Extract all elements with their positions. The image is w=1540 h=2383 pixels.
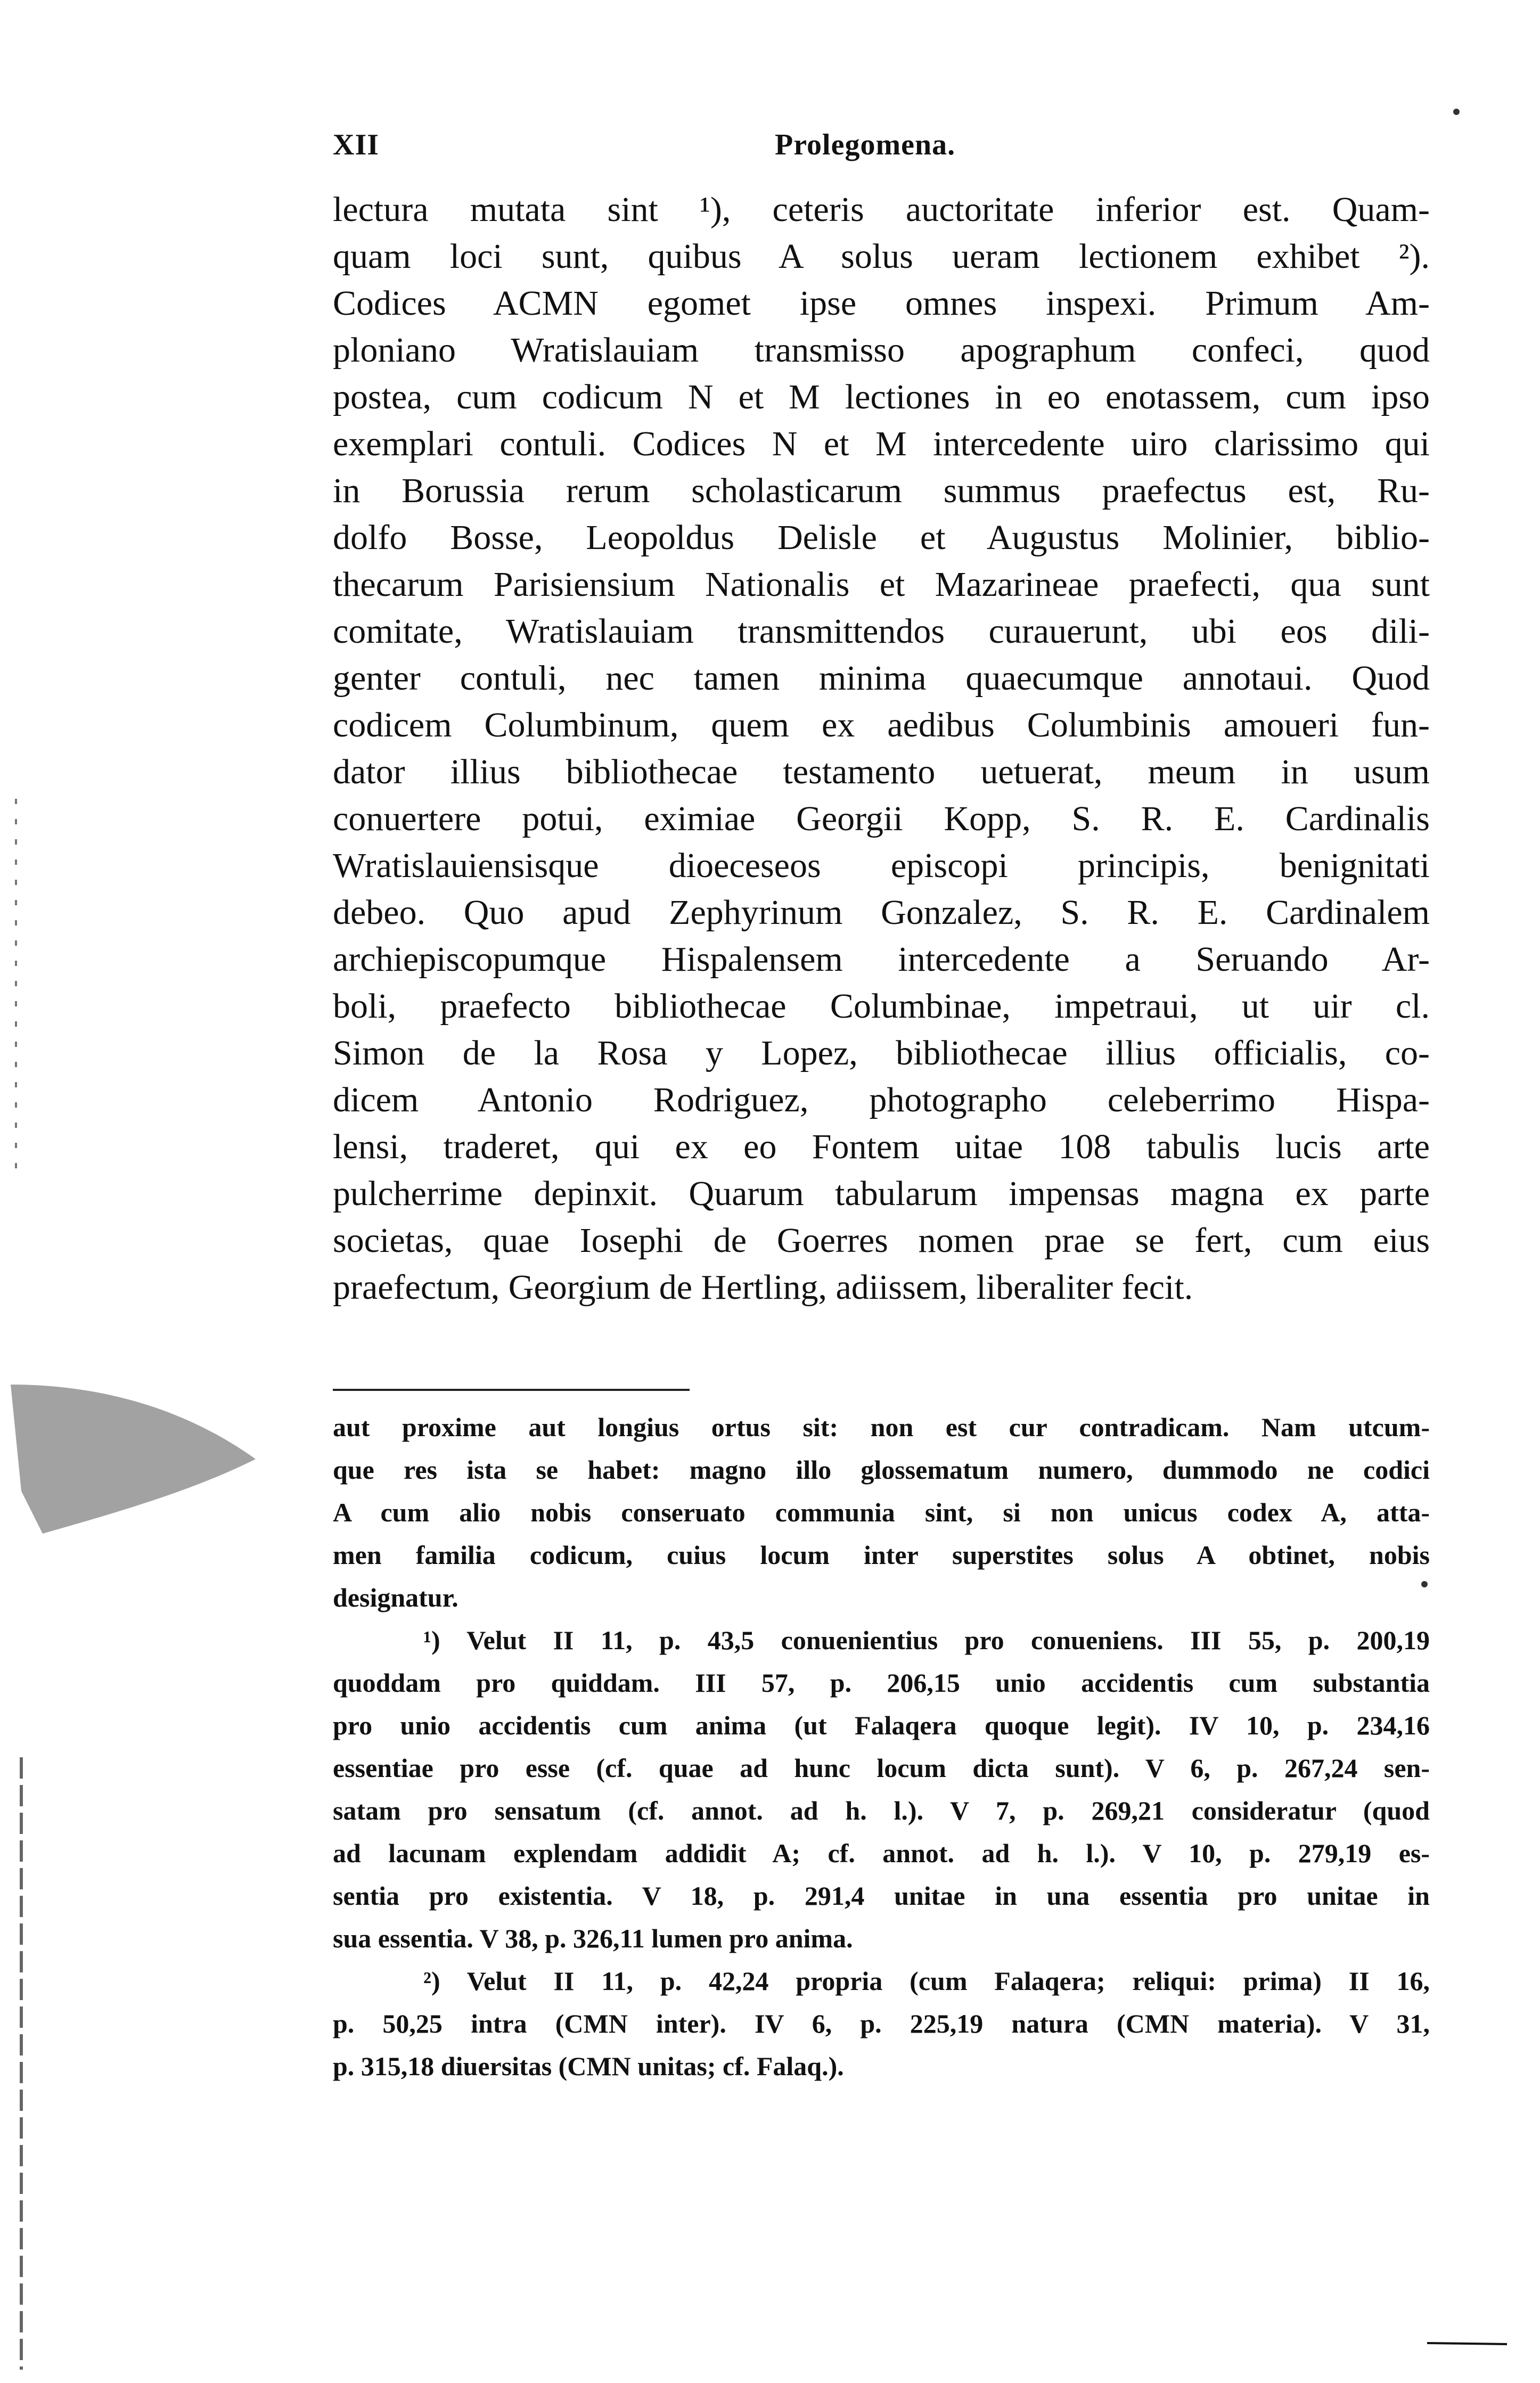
body-line: boli, praefecto bibliothecae Columbinae, impetraui, ut uir cl. — [333, 987, 1430, 1026]
footnote-line: satam pro sensatum (cf. annot. ad h. l.). V 7, p. 269,21 consideratur (quod — [333, 1796, 1430, 1825]
footnote-line: A cum alio nobis conseruato communia sint, si non unicus codex A, atta- — [333, 1497, 1430, 1527]
running-title: Prolegomena. — [775, 128, 956, 161]
footnote-line: quoddam pro quiddam. III 57, p. 206,15 unio accidentis cum substantia — [333, 1668, 1430, 1698]
page-shadow-artifact — [11, 1385, 256, 1534]
body-line: archiepiscopumque Hispalensem intercedente a Seruando Ar- — [333, 940, 1430, 979]
body-line: postea, cum codicum N et M lectiones in eo enotassem, cum ipso — [333, 378, 1430, 416]
page-number: XII — [333, 128, 380, 161]
body-line: exemplari contuli. Codices N et M intercedente uiro clarissimo qui — [333, 424, 1430, 463]
body-line: dolfo Bosse, Leopoldus Delisle et Augustus Molinier, biblio- — [333, 518, 1430, 557]
body-line: ploniano Wratislauiam transmisso apographum confeci, quod — [333, 331, 1430, 370]
body-line: societas, quae Iosephi de Goerres nomen prae se fert, cum eius — [333, 1221, 1430, 1260]
body-line: quam loci sunt, quibus A solus ueram lectionem exhibet ²). — [333, 237, 1430, 276]
body-line: dator illius bibliothecae testamento uetuerat, meum in usum — [333, 752, 1430, 791]
body-line: lectura mutata sint ¹), ceteris auctoritate inferior est. Quam- — [333, 190, 1430, 229]
main-text — [333, 186, 1430, 1311]
body-line: Simon de la Rosa y Lopez, bibliothecae illius officialis, co- — [333, 1034, 1430, 1072]
body-line: conuertere potui, eximiae Georgii Kopp, S. R. E. Cardinalis — [333, 799, 1430, 838]
footnote-line: designatur. — [333, 1583, 458, 1612]
footnote-line: p. 50,25 intra (CMN inter). IV 6, p. 225,19 natura (CMN materia). V 31, — [333, 2009, 1430, 2038]
footnote-line: ¹) Velut II 11, p. 43,5 conuenientius pro conueniens. III 55, p. 200,19 — [423, 1625, 1430, 1655]
footnote-separator — [333, 1389, 690, 1391]
footnote-line: sentia pro existentia. V 18, p. 291,4 unitae in una essentia pro unitae in — [333, 1881, 1430, 1911]
body-line: pulcherrime depinxit. Quarum tabularum impensas magna ex parte — [333, 1174, 1430, 1213]
body-line: genter contuli, nec tamen minima quaecumque annotaui. Quod — [333, 659, 1430, 698]
footnotes — [333, 1406, 1430, 2087]
footnote-line: p. 315,18 diuersitas (CMN unitas; cf. Falaq.). — [333, 2051, 844, 2081]
body-line: codicem Columbinum, quem ex aedibus Columbinis amoueri fun- — [333, 706, 1430, 744]
footnote-line: pro unio accidentis cum anima (ut Falaqera quoque legit). IV 10, p. 234,16 — [333, 1710, 1430, 1740]
body-line: dicem Antonio Rodriguez, photographo celeberrimo Hispa- — [333, 1080, 1430, 1119]
body-line: Wratislauiensisque dioeceseos episcopi principis, benignitati — [333, 846, 1430, 885]
footnote-line: que res ista se habet: magno illo glossematum numero, dummodo ne codici — [333, 1455, 1430, 1485]
footnote-line: men familia codicum, cuius locum inter superstites solus A obtinet, nobis — [333, 1540, 1430, 1570]
footnote-line: ²) Velut II 11, p. 42,24 propria (cum Falaqera; reliqui: prima) II 16, — [423, 1966, 1430, 1996]
body-line: lensi, traderet, qui ex eo Fontem uitae 108 tabulis lucis arte — [333, 1127, 1430, 1166]
footnote-line: ad lacunam explendam addidit A; cf. annot. ad h. l.). V 10, p. 279,19 es- — [333, 1838, 1430, 1868]
corner-pen-mark — [1427, 2343, 1507, 2344]
body-line: debeo. Quo apud Zephyrinum Gonzalez, S. R. E. Cardinalem — [333, 893, 1430, 932]
body-line: thecarum Parisiensium Nationalis et Mazarineae praefecti, qua sunt — [333, 565, 1430, 604]
body-line: Codices ACMN egomet ipse omnes inspexi. Primum Am- — [333, 284, 1430, 323]
body-line: in Borussia rerum scholasticarum summus praefectus est, Ru- — [333, 471, 1430, 510]
footnote-line: aut proxime aut longius ortus sit: non est cur contradicam. Nam utcum- — [333, 1412, 1430, 1442]
dust-speck — [1453, 109, 1460, 115]
footnote-line: sua essentia. V 38, p. 326,11 lumen pro anima. — [333, 1923, 853, 1953]
footnote-line: essentiae pro esse (cf. quae ad hunc locum dicta sunt). V 6, p. 267,24 sen- — [333, 1753, 1430, 1783]
body-line: praefectum, Georgium de Hertling, adiissem, liberaliter fecit. — [333, 1268, 1193, 1307]
body-line: comitate, Wratislauiam transmittendos curauerunt, ubi eos dili- — [333, 612, 1430, 651]
